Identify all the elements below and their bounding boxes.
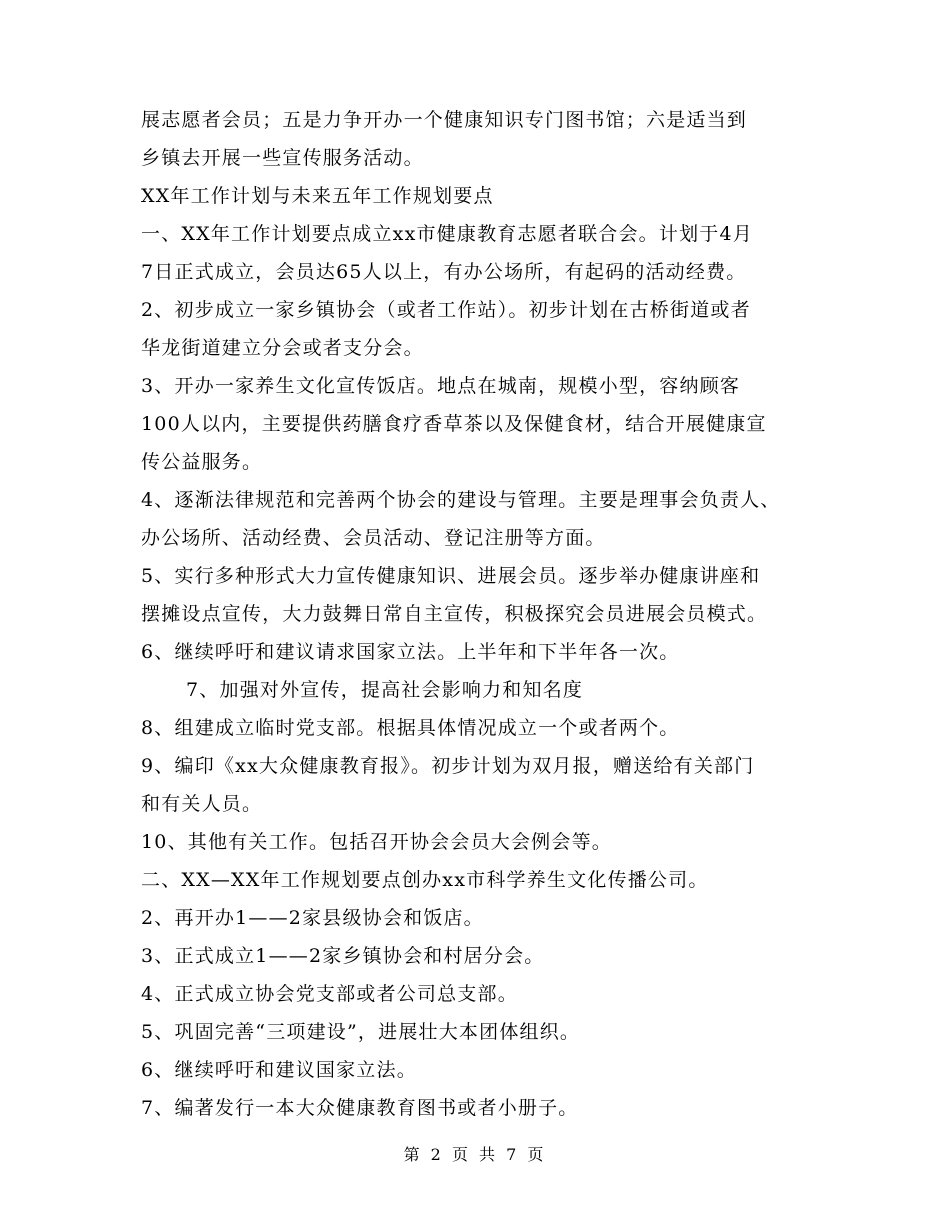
section-heading: XX年工作计划与未来五年工作规划要点 bbox=[141, 185, 494, 207]
text-line: 和有关人员。 bbox=[141, 793, 263, 815]
text-line: 4、正式成立协会党支部或者公司总支部。 bbox=[141, 983, 518, 1005]
text-line: 一、XX年工作计划要点成立xx市健康教育志愿者联合会。计划于4月 bbox=[141, 223, 753, 245]
page-number-footer: 第 2 页 共 7 页 bbox=[403, 1145, 547, 1164]
text-line: 二、XX—XX年工作规划要点创办xx市科学养生文化传播公司。 bbox=[141, 869, 709, 891]
text-line: 传公益服务。 bbox=[141, 451, 263, 473]
text-line: 3、正式成立1——2家乡镇协会和村居分会。 bbox=[141, 945, 545, 967]
text-line: 乡镇去开展一些宣传服务活动。 bbox=[141, 147, 424, 169]
text-line: 摆摊设点宣传，大力鼓舞日常自主宣传，积极探究会员进展会员模式。 bbox=[141, 603, 768, 625]
text-line: 7、编著发行一本大众健康教育图书或者小册子。 bbox=[141, 1097, 579, 1119]
text-line: 2、再开办1——2家县级协会和饭店。 bbox=[141, 907, 484, 929]
document-body bbox=[141, 101, 821, 1127]
text-line: 100人以内，主要提供药膳食疗香草茶以及保健食材，结合开展健康宣 bbox=[141, 413, 767, 435]
text-line: 10、其他有关工作。包括召开协会会员大会例会等。 bbox=[141, 831, 612, 853]
text-line: 6、继续呼吁和建议请求国家立法。上半年和下半年各一次。 bbox=[141, 641, 680, 663]
text-line: 9、编印《xx大众健康教育报》。初步计划为双月报，赠送给有关部门 bbox=[141, 755, 755, 777]
text-line: 华龙街道建立分会或者支分会。 bbox=[141, 337, 424, 359]
text-line: 5、实行多种形式大力宣传健康知识、进展会员。逐步举办健康讲座和 bbox=[141, 565, 761, 587]
text-line: 办公场所、活动经费、会员活动、登记注册等方面。 bbox=[141, 527, 606, 549]
text-line: 6、继续呼吁和建议国家立法。 bbox=[141, 1059, 417, 1081]
text-line: 4、逐渐法律规范和完善两个协会的建设与管理。主要是理事会负责人、 bbox=[141, 489, 781, 511]
text-line: 5、巩固完善“三项建设”，进展壮大本团体组织。 bbox=[141, 1021, 581, 1043]
text-line-indented: 7、加强对外宣传，提高社会影响力和知名度 bbox=[186, 679, 584, 701]
text-line: 8、组建成立临时党支部。根据具体情况成立一个或者两个。 bbox=[141, 717, 680, 739]
text-line: 7日正式成立，会员达65人以上，有办公场所，有起码的活动经费。 bbox=[141, 261, 747, 283]
text-line: 2、初步成立一家乡镇协会（或者工作站）。初步计划在古桥街道或者 bbox=[141, 299, 751, 321]
text-line: 展志愿者会员；五是力争开办一个健康知识专门图书馆；六是适当到 bbox=[141, 109, 748, 131]
text-line: 3、开办一家养生文化宣传饭店。地点在城南，规模小型，容纳顾客 bbox=[141, 375, 741, 397]
